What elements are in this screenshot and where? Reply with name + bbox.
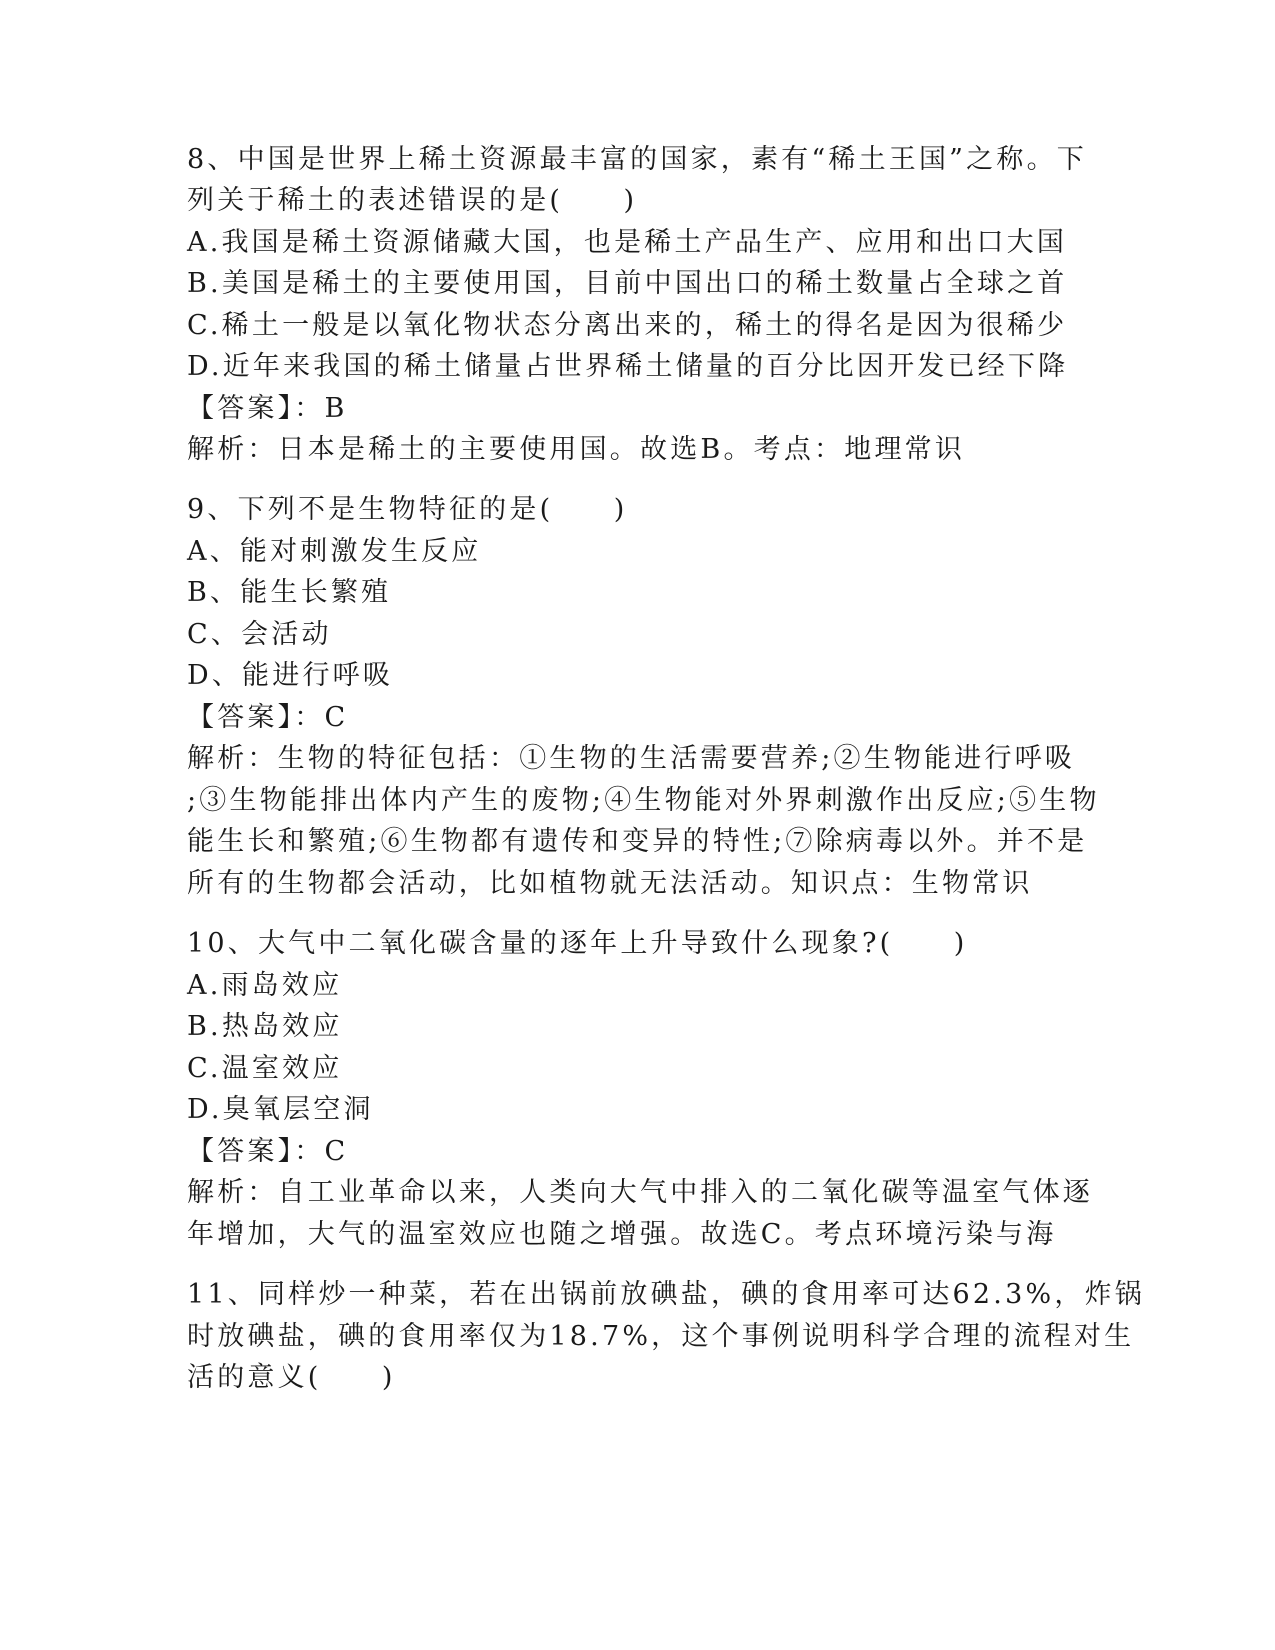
- q9-option-b: B、能生长繁殖: [187, 577, 392, 608]
- q8-option-a: A.我国是稀土资源储藏大国，也是稀土产品生产、应用和出口大国: [187, 227, 1068, 258]
- q8-stem-line-2: 列关于稀土的表述错误的是( ): [187, 185, 638, 216]
- q8-option-d: D.近年来我国的稀土储量占世界稀土储量的百分比因开发已经下降: [187, 351, 1069, 382]
- q11-stem-line-2: 时放碘盐，碘的食用率仅为18.7%，这个事例说明科学合理的流程对生: [187, 1321, 1135, 1352]
- q10-analysis-line-1: 解析：自工业革命以来，人类向大气中排入的二氧化碳等温室气体逐: [187, 1177, 1093, 1208]
- q11-stem-line-3: 活的意义( ): [187, 1362, 396, 1393]
- q9-option-a: A、能对刺激发生反应: [187, 536, 482, 567]
- q10-stem-line-1: 10、大气中二氧化碳含量的逐年上升导致什么现象?( ): [187, 928, 968, 959]
- q8-answer: 【答案】：B: [187, 393, 348, 424]
- q9-analysis-line-3: 能生长和繁殖;⑥生物都有遗传和变异的特性;⑦除病毒以外。并不是: [187, 826, 1088, 857]
- q11-stem-line-1: 11、同样炒一种菜，若在出锅前放碘盐，碘的食用率可达62.3%，炸锅: [187, 1279, 1145, 1310]
- q9-answer: 【答案】：C: [187, 702, 349, 733]
- q10-option-a: A.雨岛效应: [187, 970, 343, 1001]
- q10-option-d: D.臭氧层空洞: [187, 1094, 374, 1125]
- q9-stem-line-1: 9、下列不是生物特征的是( ): [187, 494, 628, 525]
- q8-stem-line-1: 8、中国是世界上稀土资源最丰富的国家，素有“稀土王国”之称。下: [187, 144, 1087, 175]
- q9-analysis-line-2: ;③生物能排出体内产生的废物;④生物能对外界刺激作出反应;⑤生物: [187, 785, 1100, 816]
- q8-option-c: C.稀土一般是以氧化物状态分离出来的，稀土的得名是因为很稀少: [187, 310, 1068, 341]
- q10-answer: 【答案】：C: [187, 1136, 349, 1167]
- q8-analysis-line-1: 解析：日本是稀土的主要使用国。故选B。考点：地理常识: [187, 434, 966, 465]
- q9-option-d: D、能进行呼吸: [187, 660, 394, 691]
- q9-option-c: C、会活动: [187, 619, 332, 650]
- q8-option-b: B.美国是稀土的主要使用国，目前中国出口的稀土数量占全球之首: [187, 268, 1068, 299]
- q10-option-c: C.温室效应: [187, 1053, 343, 1084]
- q10-option-b: B.热岛效应: [187, 1011, 343, 1042]
- q9-analysis-line-1: 解析：生物的特征包括：①生物的生活需要营养;②生物能进行呼吸: [187, 743, 1076, 774]
- q9-analysis-line-4: 所有的生物都会活动，比如植物就无法活动。知识点：生物常识: [187, 868, 1033, 899]
- q10-analysis-line-2: 年增加，大气的温室效应也随之增强。故选C。考点环境污染与海: [187, 1219, 1057, 1250]
